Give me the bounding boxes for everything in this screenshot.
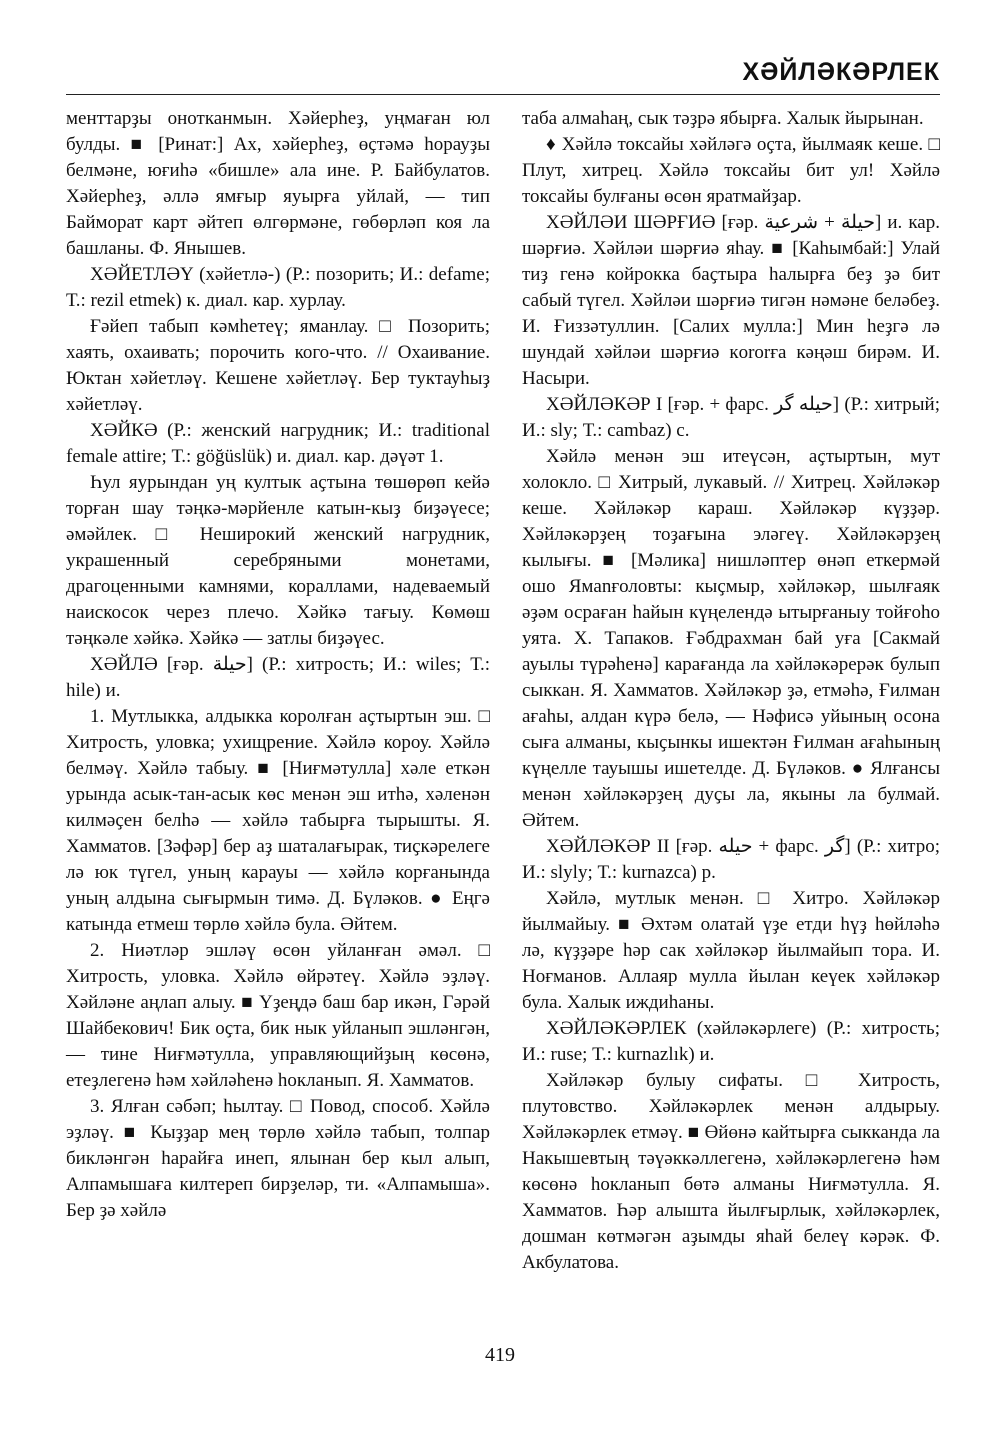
- page-number: 419: [485, 1344, 515, 1366]
- entry-continuation: менттарҙы онотканмын. Хәйерһеҙ, уңмаған юл булды. ■ [Ринат:] Ах, хәйерһеҙ, өҫтәмә һорауҙы белмәне, юғиһә «бишле» ала ине. Р. Байбулатов. Хәйерһеҙ, әллә ямғыр яуырға уйлай, — тип Байморат карт әйтеп өлгөрмәне, гөбөрләп коя ла башланы. Ф. Янышев.: [66, 108, 490, 259]
- entry-hayka-head: ХӘЙКӘ (Р.: женский нагрудник; И.: traditional female attire; Т.: göğüslük) и. диал. кар. дәүәт 1.: [66, 420, 490, 467]
- entry-haylai-shargia: ХӘЙЛӘИ ШӘРҒИӘ [ғәр. حيلة + شرعية] и. кар. шәрғиә. Хәйләи шәрғиә яһау. ■ [Каһымбай:] Улай тиҙ генә койрокка баҫтыра һалырға беҙ ҙә бит сабый түгел. Хәйләи шәрғиә тигән нәмәне беләбеҙ. И. Ғиззәтуллин. [Салих мулла:] Мин һеҙгә лә шундай хәйләи шәрғиә кororға кәңәш бирәм. И. Насыри.: [522, 212, 940, 389]
- entry-hayla-continuation: таба алмаһаң, сык тәҙрә ябырға. Халык йырынан.: [522, 108, 924, 129]
- running-head: ХӘЙЛӘКӘРЛЕК: [742, 58, 940, 86]
- entry-haylakarlek-body: Хәйләкәр булыу сифаты. □ Хитрость, плутовство. Хәйләкәрлек менән алдырыу. Хәйләкәрлек етмәү. ■ Өйөнә кайтырға сыкканда ла Накышевтың тәүәккәллегенә, хәйләкәрлегенә һәм көсөнә һокланып бөтә алманы Ниғмәтулла. Я. Хамматов. Һәр алышта йылғырлык, хәйләкәрлек, дошман көтмәгән аҙымды яһай белеү кәрәк. Ф. Акбулатова.: [522, 1070, 940, 1273]
- entry-hayla-toksay: ♦ Хәйлә токсайы хәйләгә оҫта, йылмаяк кеше. □ Плут, хитрец. Хәйлә токсайы бит ул! Хәйлә токсайы булғаны өсөн яратмайҙар.: [522, 134, 940, 207]
- entry-hayetlau-head: ХӘЙЕТЛӘҮ (хәйетлә-) (Р.: позорить; И.: defame; Т.: rezil etmek) к. диал. кар. хурлау.: [66, 264, 490, 311]
- entry-hayla-head: ХӘЙЛӘ [ғәр. حيلة] (Р.: хитрость; И.: wiles; Т.: hile) и.: [66, 654, 491, 701]
- entry-hayla-sense-3: 3. Ялған сәбәп; һылтау. □ Повод, способ. Хәйлә эҙләү. ■ Кыҙҙар мең төрлө хәйлә табып, толпар бикләнгән һарайға инеп, ялынан бер кыл алып, Алпамышаға килтереп бирҙеләр, ти. «Алпамыша». Бер ҙә хәйлә: [66, 1096, 490, 1221]
- entry-hayla-sense-1: 1. Мутлыкка, алдыкка королған аҫтыртын эш. □ Хитрость, уловка; ухищрение. Хәйлә короу. Хәйлә белмәү. Хәйлә табыу. ■ [Ниғмәтулла] хәле еткән урында асык-тан-асык көс менән эш итһә, хәленән килмәҫен белһә — хәйлә табырға тырышты. Я. Хамматов. [Зәфәр] бер аҙ шаталағырак, тиҫкәрелеге лә юк түгел, уның карауы — хәйлә корғанында уның алдына сығырмын тимә. Д. Бүләков. ● Еңгә катында етмеш төрлө хәйлә була. Әйтем.: [66, 706, 490, 935]
- left-column: [66, 106, 490, 1224]
- entry-haylakar-1-body: Хәйлә менән эш итеүсән, аҫтыртын, мут холоклo. □ Хитрый, лукавый. // Хитрец. Хәйләкәр кеше. Хәйләкәр караш. Хәйләкәр күҙҙәр. Хәйләкәрҙең тоҙағына эләгеү. Хәйләкәрҙең кылығы. ■ [Мәлика] нишләптер өнәп еткермәй ошо Ямanғоловты: кыҫмыр, хәйләкәр, шылғаяк әҙәм осраған һайын күңелендә ытырғаныу тойғоһо уята. Х. Тапаков. Ғәбдрахман бай уға [Сакмай ауылы түрәһенә] карағанда ла хәйләкәрерәк булып сыккан. Я. Хамматов. Хәйләкәр ҙә, етмәһә, Ғилман ағаһы, алдан күрә белә, — Нәфисә уйының осона сыға алманы, кыҫынкы ишектән Ғилман ағаһының күңелле тауышы ишетелде. Д. Бүләков. ● Ялғансы менән хәйләкәрҙең дуҫы ла, якыны ла булмай. Әйтем.: [522, 446, 940, 831]
- entry-haylakarlek-head: ХӘЙЛӘКӘРЛЕК (хәйләкәрлеге) (Р.: хитрость; И.: ruse; Т.: kurnazlık) и.: [522, 1018, 940, 1065]
- entry-hayla-sense-2: 2. Ниәтләр эшләү өсөн уйланған әмәл. □ Хитрость, уловка. Хәйлә өйрәтеү. Хәйлә эҙләү. Хәйләне аңлап алыу. ■ Үҙеңдә баш бар икән, Гәрәй Шайбекович! Бик оҫта, бик нык уйланып эшләнгән, — тине Ниғмәтулла, управляющийҙың көсөнә, етеҙлегенә һәм хәйләһенә һокланып. Я. Хамматов.: [66, 940, 490, 1091]
- entry-haylakar-1-head: ХӘЙЛӘКӘР I [ғәр. + фарс. حيله گر] (Р.: хитрый; И.: sly; Т.: cambaz) с.: [522, 394, 940, 441]
- entry-hayetlau-body: Ғәйеп табып кәмһетеү; яманлау. □ Позорить; хаять, охаивать; порочить кого-что. // Охаивание. Юктан хәйетләү. Кешене хәйетләү. Бер туктауһыҙ хәйетләү.: [66, 316, 490, 415]
- right-column: [522, 106, 940, 1276]
- header-rule: [66, 94, 940, 95]
- entry-haylakar-2-body: Хәйлә, мутлык менән. □ Хитро. Хәйләкәр йылмайыу. ■ Әхтәм олатай үҙе етди һүҙ һөйләһә лә, күҙҙәре һәр сак хәйләкәр йылмайып тора. И. Ноғманов. Аллаяр мулла йылан кеүек хәйләкәр була. Халык иждиһаны.: [522, 888, 940, 1013]
- entry-hayka-body: Һул яурындан уң култык аҫтына төшөрөп кейә торған шау тәңкә-мәрйенле катын-кыҙ биҙәүесе; әмәйлек. □ Неширокий женский нагрудник, украшенный серебряными монетами, драгоценными камнями, кораллами, надеваемый наискосок через плечо. Хәйкә тағыу. Көмөш тәңкәле хәйкә. Хәйкә — затлы биҙәүес.: [66, 472, 490, 649]
- entry-haylakar-2-head: ХӘЙЛӘКӘР II [ғәр. حيله + фарс. گر] (Р.: хитро; И.: slyly; Т.: kurnazca) р.: [522, 836, 940, 883]
